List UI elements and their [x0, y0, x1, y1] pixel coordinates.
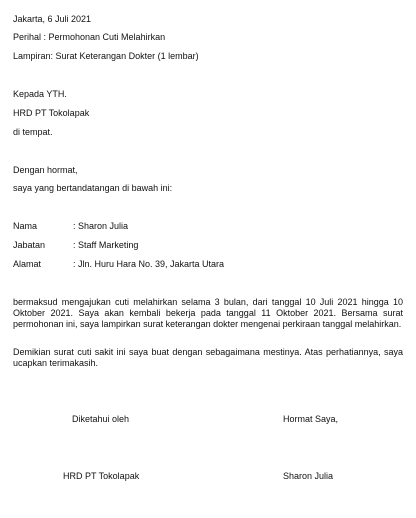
- signature-left-name: HRD PT Tokolapak: [63, 471, 140, 481]
- identity-value: : Staff Marketing: [73, 240, 139, 250]
- place-date: Jakarta, 6 Juli 2021: [13, 14, 92, 24]
- subject-line: Perihal : Permohonan Cuti Melahirkan: [13, 32, 166, 42]
- identity-value: : Jln. Huru Hara No. 39, Jakarta Utara: [73, 259, 225, 269]
- recipient-line-1: Kepada YTH.: [13, 89, 67, 99]
- greeting: Dengan hormat,: [13, 165, 78, 175]
- signature-right-caption: Hormat Saya,: [283, 414, 339, 424]
- signature-right-name: Sharon Julia: [283, 471, 334, 481]
- intro-line: saya yang bertandatangan di bawah ini:: [13, 183, 173, 193]
- identity-label: Alamat: [13, 259, 42, 269]
- signature-left-caption: Diketahui oleh: [72, 414, 130, 424]
- recipient-line-2: HRD PT Tokolapak: [13, 108, 90, 118]
- closing-paragraph: Demikian surat cuti sakit ini saya buat dengan sebagaimana mestinya. Atas perhatiannya, saya ucapkan terimakasih.: [13, 347, 403, 368]
- identity-label: Nama: [13, 221, 38, 231]
- identity-value: : Sharon Julia: [73, 221, 129, 231]
- identity-label: Jabatan: [13, 240, 46, 250]
- attachment-line: Lampiran: Surat Keterangan Dokter (1 lembar): [13, 51, 199, 61]
- body-paragraph: bermaksud mengajukan cuti melahirkan selama 3 bulan, dari tanggal 10 Juli 2021 hingga 10 Oktober 2021. Saya akan kembali bekerja pada tanggal 11 Oktober 2021. Bersama surat permohonan ini, saya lampirkan surat keterangan dokter mengenai perkiraan tanggal melahirkan.: [13, 297, 403, 329]
- recipient-line-3: di tempat.: [13, 127, 53, 137]
